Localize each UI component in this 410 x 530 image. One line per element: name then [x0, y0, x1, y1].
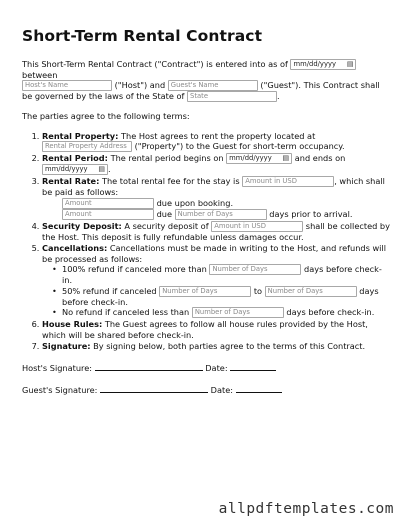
end-date-field[interactable]: [42, 164, 108, 175]
payment-line-prior: [42, 209, 390, 220]
term-rental-property: [42, 131, 390, 153]
term-text: days before check-in.: [62, 264, 382, 286]
term-text: 50% refund if canceled: [62, 285, 157, 296]
date-value: mm/dd/yyyy: [293, 59, 337, 68]
terms-list: [22, 131, 390, 352]
refund-item-full: [62, 264, 390, 286]
term-text: days before check-in.: [286, 307, 375, 318]
deposit-amount-field[interactable]: Amount in USD: [211, 221, 303, 232]
state-field[interactable]: State: [187, 91, 277, 102]
term-rental-rate: [42, 176, 390, 220]
host-date-line[interactable]: [230, 362, 276, 371]
total-fee-field[interactable]: Amount in USD: [242, 176, 334, 187]
intro-text: ("Host") and: [114, 80, 166, 91]
half-refund-days-to-field[interactable]: Number of Days: [265, 286, 357, 297]
term-signature: [42, 341, 390, 352]
term-house-rules: [42, 319, 390, 340]
term-heading: Security Deposit:: [42, 220, 122, 231]
page-title: Short-Term Rental Contract: [22, 27, 263, 45]
term-text: due upon booking.: [156, 197, 234, 208]
refund-item-none: [62, 307, 390, 318]
term-text: ("Property") to the Guest for short-term occupancy.: [134, 141, 345, 152]
intro-text: between: [22, 69, 58, 80]
term-text: A security deposit of: [124, 220, 209, 231]
calendar-icon: ▤: [98, 165, 105, 174]
booking-amount-field[interactable]: Amount: [62, 198, 154, 209]
no-refund-days-field[interactable]: Number of Days: [192, 307, 284, 318]
agree-text: The parties agree to the following terms:: [22, 111, 190, 122]
term-text: due: [156, 208, 173, 219]
term-heading: Rental Rate:: [42, 176, 100, 187]
contract-date-field[interactable]: [290, 59, 356, 70]
term-text: The Host agrees to rent the property located at: [121, 130, 316, 141]
start-date-field[interactable]: [226, 153, 292, 164]
property-address-field[interactable]: Rental Property Address: [42, 141, 132, 152]
signature-block: [22, 362, 390, 396]
term-text: Cancellations must be made in writing to the Host, and refunds will be processed as follows:: [42, 243, 386, 264]
term-heading: House Rules:: [42, 319, 103, 330]
term-text: By signing below, both parties agree to the terms of this Contract.: [93, 341, 366, 352]
term-text: and ends on: [294, 153, 346, 164]
calendar-icon: ▤: [346, 59, 354, 68]
second-amount-field[interactable]: Amount: [62, 209, 154, 220]
intro-text: .: [277, 91, 280, 102]
term-text: The total rental fee for the stay is: [101, 176, 240, 187]
date-value: mm/dd/yyyy: [45, 165, 88, 174]
guest-signature-label: Guest's Signature:: [22, 385, 98, 396]
calendar-icon: ▤: [282, 154, 290, 163]
term-heading: Rental Property:: [42, 130, 119, 141]
guest-signature-line[interactable]: [100, 384, 208, 393]
host-name-field[interactable]: Host's Name: [22, 80, 112, 91]
term-text: , which shall be paid as follows:: [42, 176, 385, 198]
term-text: to: [253, 285, 263, 296]
date-value: mm/dd/yyyy: [229, 154, 272, 163]
term-heading: Rental Period:: [42, 153, 108, 164]
host-date-label: Date:: [205, 362, 228, 373]
term-text: The rental period begins on: [110, 153, 224, 164]
full-refund-days-field[interactable]: Number of Days: [209, 264, 301, 275]
term-text: .: [108, 164, 111, 175]
term-heading: Cancellations:: [42, 243, 108, 254]
half-refund-days-from-field[interactable]: Number of Days: [159, 286, 251, 297]
term-text: days prior to arrival.: [269, 208, 353, 219]
host-signature-line[interactable]: [95, 362, 203, 371]
intro-text: This Short-Term Rental Contract ("Contract") is entered into as of: [22, 58, 288, 69]
term-heading: Signature:: [42, 341, 91, 352]
term-text: days before check-in.: [62, 285, 379, 307]
refund-item-half: [62, 286, 390, 308]
term-rental-period: [42, 153, 390, 175]
guest-date-line[interactable]: [236, 384, 282, 393]
term-text: No refund if canceled less than: [62, 307, 190, 318]
term-text: 100% refund if canceled more than: [62, 264, 207, 275]
days-prior-field[interactable]: Number of Days: [175, 209, 267, 220]
term-text: The Guest agrees to follow all house rules provided by the Host, which will be shared before check-in.: [42, 319, 368, 340]
guest-signature-row: [22, 384, 390, 396]
term-cancellations: [42, 243, 390, 318]
payment-line-booking: [42, 198, 390, 209]
host-signature-label: Host's Signature:: [22, 362, 93, 373]
intro-text: ("Guest"). This Contract shall be governed by the laws of the State of: [22, 80, 380, 102]
refund-list: [42, 264, 390, 318]
footer-watermark: allpdftemplates.com: [218, 501, 394, 518]
intro-paragraph: [22, 59, 390, 103]
term-security-deposit: [42, 221, 390, 243]
guest-name-field[interactable]: Guest's Name: [168, 80, 258, 91]
contract-page: [22, 27, 390, 407]
term-text: shall be collected by the Host. This deposit is fully refundable unless damages occur.: [42, 220, 390, 242]
host-signature-row: [22, 362, 390, 374]
guest-date-label: Date:: [210, 385, 233, 396]
